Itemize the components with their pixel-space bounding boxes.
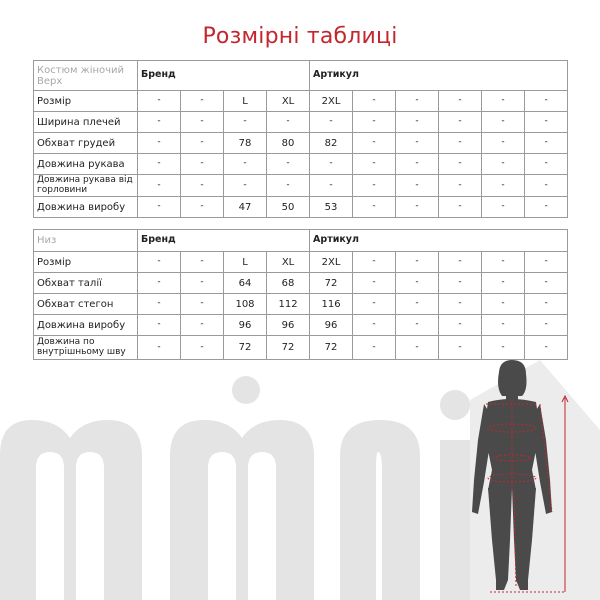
table-cell: - <box>138 252 181 273</box>
table-cell: - <box>482 197 525 218</box>
table-cell: - <box>353 252 396 273</box>
table-cell: - <box>396 112 439 133</box>
table-cell: - <box>310 154 353 175</box>
row-label: Обхват грудей <box>34 133 138 154</box>
table-cell: - <box>310 175 353 197</box>
table-cell: - <box>396 273 439 294</box>
table-cell: - <box>138 91 181 112</box>
table-cell: 116 <box>310 294 353 315</box>
table-cell: - <box>181 252 224 273</box>
table-cell: 68 <box>267 273 310 294</box>
table-cell: - <box>439 112 482 133</box>
table-cell: - <box>482 91 525 112</box>
table-header-row <box>34 61 568 91</box>
table-header-row <box>34 230 568 252</box>
table-cell: - <box>396 294 439 315</box>
table-cell: 80 <box>267 133 310 154</box>
table-cell: - <box>439 175 482 197</box>
table-cell: - <box>138 273 181 294</box>
table-cell: - <box>138 154 181 175</box>
table-row <box>34 112 568 133</box>
table-cell: 50 <box>267 197 310 218</box>
article-header: Артикул <box>310 230 568 252</box>
table-cell: - <box>482 315 525 336</box>
logo-letter-i-stem <box>440 440 470 600</box>
table-cell: 2XL <box>310 252 353 273</box>
row-label: Довжина рукава від горловини <box>34 175 138 197</box>
table-row <box>34 336 568 360</box>
table-cell: - <box>138 294 181 315</box>
row-label: Розмір <box>34 252 138 273</box>
logo-letter-i-dot-2 <box>440 390 470 420</box>
logo-letter-n <box>340 420 420 600</box>
row-label: Довжина виробу <box>34 197 138 218</box>
shadow-band <box>470 360 600 600</box>
table-row <box>34 175 568 197</box>
table-cell: - <box>181 294 224 315</box>
table-cell: - <box>353 336 396 360</box>
table-cell: - <box>138 133 181 154</box>
page-title: Розмірні таблиці <box>202 24 398 49</box>
top-size-table <box>33 60 568 218</box>
table-cell: 72 <box>224 336 267 360</box>
table-cell: - <box>439 197 482 218</box>
table-cell: - <box>353 91 396 112</box>
table-cell: - <box>224 175 267 197</box>
row-label: Довжина рукава <box>34 154 138 175</box>
table-cell: - <box>525 197 568 218</box>
table-cell: - <box>525 91 568 112</box>
table-cell: - <box>396 91 439 112</box>
table-cell: - <box>396 154 439 175</box>
table-cell: 53 <box>310 197 353 218</box>
article-header: Артикул <box>310 61 568 91</box>
table-cell: - <box>181 91 224 112</box>
table-cell: - <box>482 336 525 360</box>
table-cell: 78 <box>224 133 267 154</box>
table-cell: 72 <box>310 273 353 294</box>
logo-letter-i-dot <box>232 376 260 404</box>
table-cell: - <box>353 273 396 294</box>
table-row <box>34 91 568 112</box>
table-cell: - <box>181 112 224 133</box>
row-label: Обхват талії <box>34 273 138 294</box>
table-cell: - <box>525 133 568 154</box>
row-label: Розмір <box>34 91 138 112</box>
table-cell: - <box>482 252 525 273</box>
table-cell: 96 <box>310 315 353 336</box>
table-cell: - <box>482 154 525 175</box>
table-row <box>34 273 568 294</box>
table-cell: - <box>138 197 181 218</box>
table-row <box>34 315 568 336</box>
logo-letter-m-2 <box>170 420 314 600</box>
brand-header: Бренд <box>138 61 310 91</box>
table-cell: - <box>353 175 396 197</box>
table-cell: - <box>482 175 525 197</box>
table-cell: - <box>439 273 482 294</box>
table-cell: - <box>267 175 310 197</box>
table-row <box>34 154 568 175</box>
table-cell: - <box>396 197 439 218</box>
table-cell: - <box>138 112 181 133</box>
table-cell: - <box>439 315 482 336</box>
table-cell: - <box>525 112 568 133</box>
table-cell: - <box>482 133 525 154</box>
brand-header: Бренд <box>138 230 310 252</box>
table-cell: - <box>267 154 310 175</box>
table-cell: - <box>181 273 224 294</box>
table-cell: - <box>439 252 482 273</box>
table-cell: - <box>138 336 181 360</box>
table-cell: 47 <box>224 197 267 218</box>
table-cell: 82 <box>310 133 353 154</box>
table-cell: - <box>138 175 181 197</box>
table-cell: - <box>353 154 396 175</box>
table-row <box>34 252 568 273</box>
table-cell: - <box>439 294 482 315</box>
table-cell: - <box>396 336 439 360</box>
table-cell: - <box>525 336 568 360</box>
table-cell: - <box>396 133 439 154</box>
table-cell: - <box>224 112 267 133</box>
table-cell: - <box>525 252 568 273</box>
table-cell: - <box>310 112 353 133</box>
table-cell: - <box>439 336 482 360</box>
table-cell: - <box>181 197 224 218</box>
row-label: Довжина по внутрішньому шву <box>34 336 138 360</box>
table-cell: - <box>482 112 525 133</box>
table-cell: - <box>439 91 482 112</box>
section-label: Костюм жіночий Верх <box>34 61 138 91</box>
table-cell: - <box>525 175 568 197</box>
table-row <box>34 133 568 154</box>
table-row <box>34 294 568 315</box>
table-cell: XL <box>267 252 310 273</box>
row-label: Обхват стегон <box>34 294 138 315</box>
table-cell: - <box>396 252 439 273</box>
table-cell: 2XL <box>310 91 353 112</box>
table-cell: 108 <box>224 294 267 315</box>
table-cell: L <box>224 91 267 112</box>
table-cell: - <box>525 154 568 175</box>
section-label: Низ <box>34 230 138 252</box>
table-cell: 72 <box>310 336 353 360</box>
table-cell: 64 <box>224 273 267 294</box>
brand-logo <box>0 376 470 600</box>
table-cell: - <box>396 175 439 197</box>
table-cell: XL <box>267 91 310 112</box>
table-cell: - <box>353 315 396 336</box>
table-cell: - <box>525 273 568 294</box>
table-cell: - <box>181 154 224 175</box>
table-cell: - <box>353 197 396 218</box>
table-cell: - <box>181 315 224 336</box>
table-cell: - <box>439 154 482 175</box>
table-cell: - <box>181 175 224 197</box>
table-cell: - <box>396 315 439 336</box>
table-cell: - <box>353 133 396 154</box>
table-cell: - <box>181 133 224 154</box>
table-cell: - <box>138 315 181 336</box>
table-cell: 112 <box>267 294 310 315</box>
table-cell: 96 <box>224 315 267 336</box>
table-cell: - <box>267 112 310 133</box>
table-cell: 72 <box>267 336 310 360</box>
table-row <box>34 197 568 218</box>
logo-letter-m <box>0 420 142 600</box>
row-label: Ширина плечей <box>34 112 138 133</box>
table-cell: - <box>525 315 568 336</box>
table-cell: - <box>482 273 525 294</box>
table-cell: L <box>224 252 267 273</box>
table-cell: 96 <box>267 315 310 336</box>
table-cell: - <box>224 154 267 175</box>
table-cell: - <box>353 294 396 315</box>
table-cell: - <box>353 112 396 133</box>
table-cell: - <box>439 133 482 154</box>
row-label: Довжина виробу <box>34 315 138 336</box>
bottom-size-table <box>33 229 568 360</box>
table-cell: - <box>525 294 568 315</box>
table-cell: - <box>181 336 224 360</box>
table-cell: - <box>482 294 525 315</box>
